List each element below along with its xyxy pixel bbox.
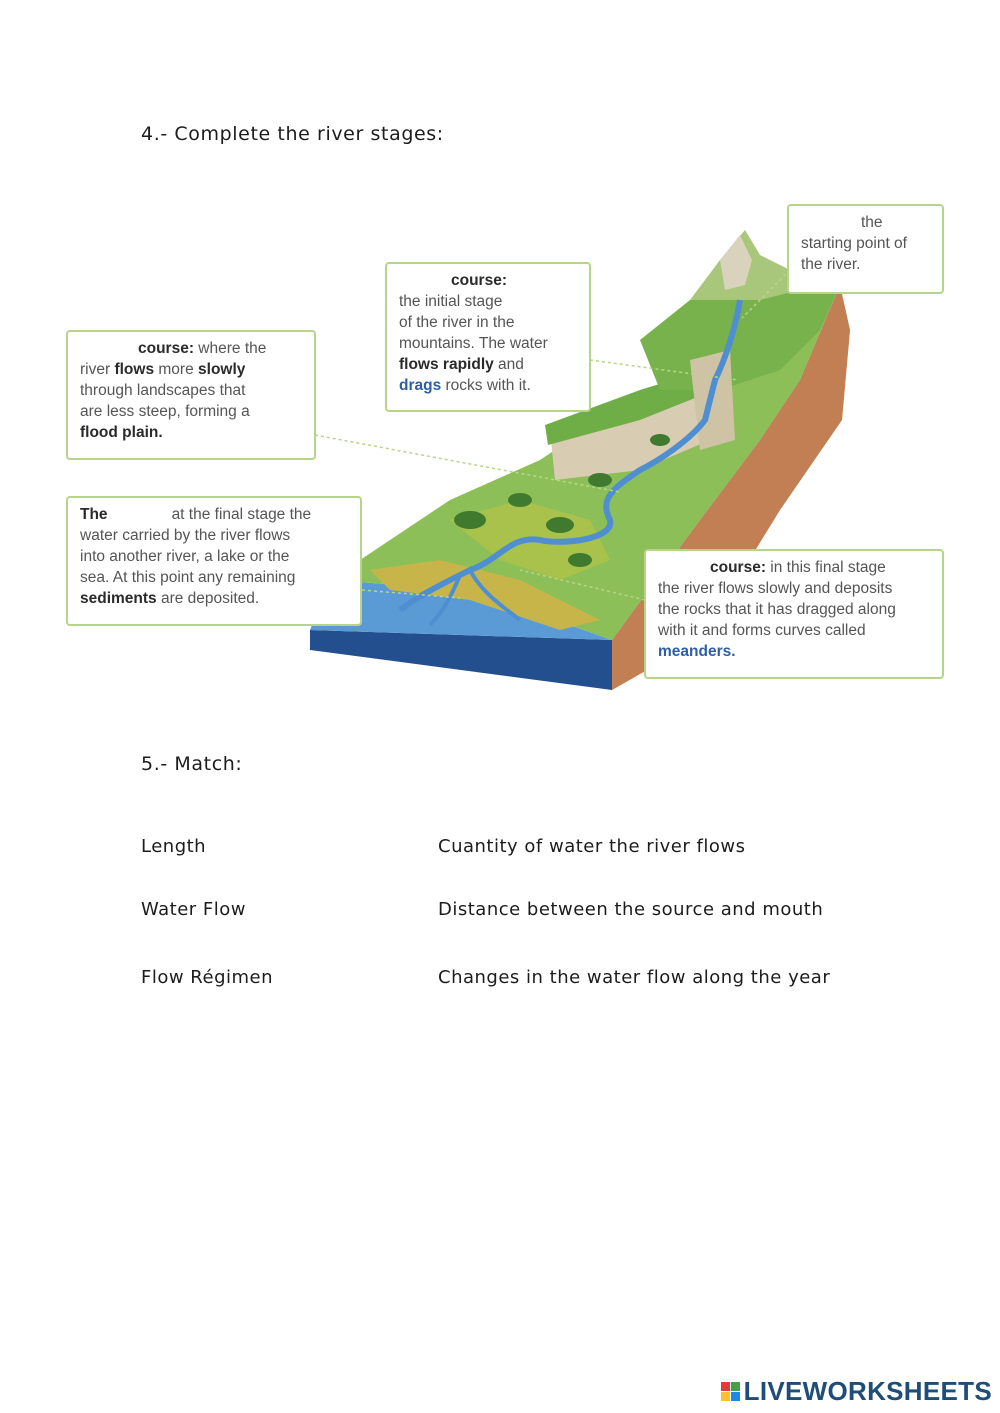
middle-l2a: river [80,361,115,378]
middle-l3: through landscapes that [80,382,246,399]
lower-l3: the rocks that it has dragged along [658,601,896,618]
match-term-3[interactable]: Flow Régimen [141,967,274,988]
mouth-l2: water carried by the river flows [80,527,291,544]
match-definition-3[interactable]: Changes in the water flow along the year [438,967,831,988]
match-term-2[interactable]: Water Flow [141,899,247,920]
lower-l2: the river flows slowly and deposits [658,580,893,597]
box-source [787,204,944,294]
liveworksheets-logo[interactable] [721,1376,992,1407]
box-middle-course [66,330,316,460]
lower-l1b: in this final stage [766,559,886,576]
match-definition-1[interactable]: Cuantity of water the river flows [438,836,746,857]
match-term-1[interactable]: Length [141,836,207,857]
box-mouth [66,496,362,626]
middle-label: course: [138,340,194,357]
upper-l2: the initial stage [399,293,503,310]
lower-l4: with it and forms curves called [658,622,866,639]
brand-name: LIVEWORKSHEETS [743,1376,992,1406]
lower-label: course: [710,559,766,576]
mouth-l5a: sediments [80,590,157,607]
upper-l5b: and [493,356,524,373]
upper-label: course: [451,272,507,289]
question-5-title: 5.- Match: [141,753,243,775]
upper-l4: mountains. The water [399,335,548,352]
middle-l2c: more [154,361,199,378]
upper-l6a: drags [399,377,442,394]
source-line3: the river. [801,256,861,273]
middle-l4: are less steep, forming a [80,403,250,420]
upper-l3: of the river in the [399,314,515,331]
middle-l2b: flows [114,361,155,378]
source-line2: starting point of [801,235,907,252]
mouth-l5b: are deposited. [156,590,260,607]
upper-l5a: flows rapidly [399,356,494,373]
lower-l5: meanders. [658,643,736,660]
source-the: the [861,214,883,231]
mouth-l3: into another river, a lake or the [80,548,290,565]
middle-l5: flood plain. [80,424,163,441]
question-4-title: 4.- Complete the river stages: [141,123,444,145]
box-lower-course [644,549,944,679]
match-definition-2[interactable]: Distance between the source and mouth [438,899,824,920]
upper-l6b: rocks with it. [441,377,531,394]
mouth-l1b: at the final stage the [171,506,312,523]
logo-mark-icon [721,1382,740,1401]
box-upper-course [385,262,591,412]
mouth-the: The [80,506,108,523]
middle-l2d: slowly [198,361,246,378]
mouth-l4: sea. At this point any remaining [80,569,296,586]
sea-front [310,630,612,690]
middle-l1b: where the [194,340,267,357]
